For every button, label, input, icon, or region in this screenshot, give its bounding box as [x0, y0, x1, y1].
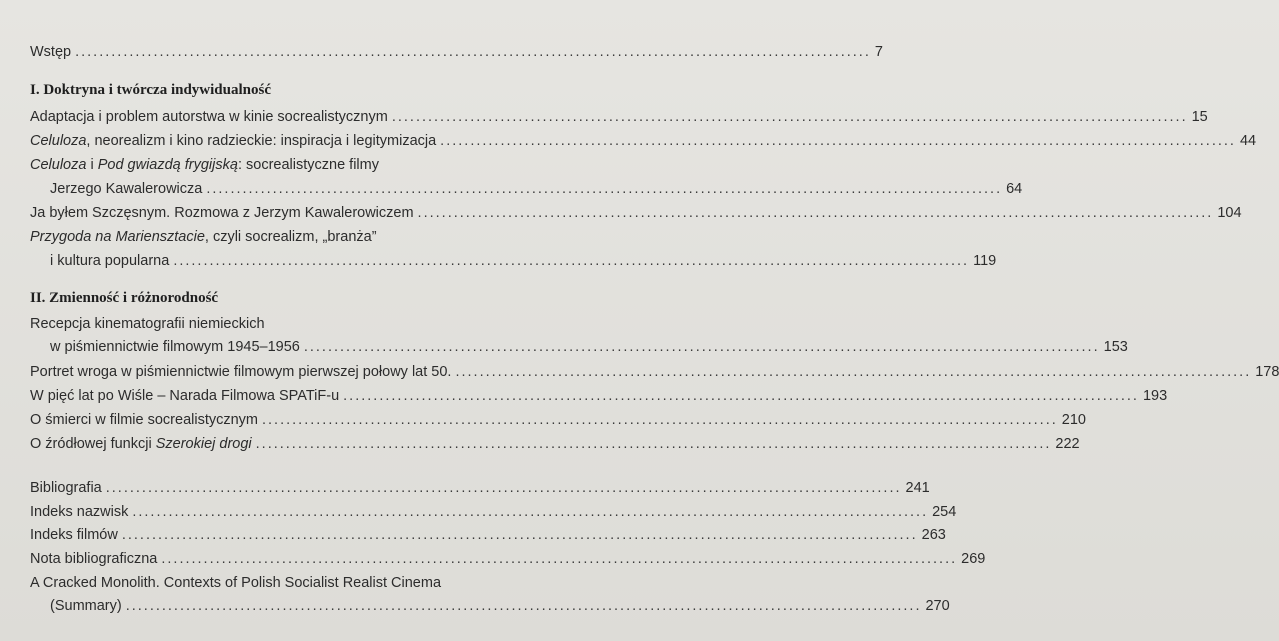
leader-dots: .................................................................................................................................... [440, 133, 1236, 149]
entry-title: Wstęp [30, 44, 72, 60]
entry-title: Bibliografia [30, 480, 102, 496]
entry-title: Adaptacja i problem autorstwa w kinie socrealistycznym [30, 109, 388, 125]
entry-title: Portret wroga w piśmiennictwie filmowym pierwszej połowy lat 50. [30, 364, 452, 380]
leader-dots: .................................................................................................................................... [303, 339, 1100, 355]
leader-dots: .................................................................................................................................... [343, 388, 1139, 404]
entry-title: i kultura popularna [50, 253, 170, 269]
page-number: 254 [932, 504, 957, 520]
page-number: 7 [874, 44, 883, 60]
leader-dots: .................................................................................................................................... [255, 436, 1052, 452]
toc-entry-line-1: Recepcja kinematografii niemieckich [30, 316, 265, 332]
toc-entry-line-2 [50, 181, 1023, 197]
page-number: 270 [925, 598, 950, 614]
leader-dots: .................................................................................................................................... [173, 253, 970, 269]
leader-dots: .................................................................................................................................... [121, 527, 918, 543]
toc-entry-line-1 [30, 229, 377, 245]
page-number: 193 [1142, 388, 1168, 404]
leader-dots: .................................................................................................................................... [206, 181, 1003, 197]
leader-dots: .................................................................................................................................... [161, 551, 958, 567]
page-number: 241 [905, 480, 930, 496]
section-heading-part-2: II. Zmienność i różnorodność [30, 290, 219, 306]
entry-title: Jerzego Kawalerowicza [50, 181, 203, 197]
page-number: 263 [921, 527, 946, 543]
entry-title: (Summary) [50, 598, 122, 614]
entry-title-rest: , neorealizm i kino radzieckie: inspiracja i legitymizacja [86, 133, 437, 149]
toc-entry [30, 412, 1086, 428]
toc-entry [30, 133, 1257, 149]
page-number: 44 [1239, 133, 1257, 149]
leader-dots: .................................................................................................................................... [105, 480, 902, 496]
toc-entry [30, 436, 1080, 452]
entry-title-rest: , czyli socrealizm, „branża” [204, 229, 377, 245]
film-title: Szerokiej drogi [155, 436, 252, 452]
page-number: 153 [1103, 339, 1128, 355]
entry-title: Indeks filmów [30, 527, 118, 543]
toc-entry [30, 551, 986, 567]
film-title: Celuloza [30, 133, 87, 149]
section-heading-part-1: I. Doktryna i twórcza indywidualność [30, 82, 271, 98]
page-number: 178 [1255, 364, 1279, 380]
entry-title: Nota bibliograficzna [30, 551, 158, 567]
page-number: 15 [1191, 109, 1208, 125]
leader-dots: .................................................................................................................................... [391, 109, 1188, 125]
toc-entry [30, 480, 930, 496]
toc-entry [30, 364, 1279, 380]
entry-title: W pięć lat po Wiśle – Narada Filmowa SPATiF-u [30, 388, 340, 404]
leader-dots: .................................................................................................................................... [132, 504, 929, 520]
leader-dots: .................................................................................................................................... [262, 412, 1058, 428]
leader-dots: .................................................................................................................................... [417, 205, 1214, 221]
toc-entry-line-2 [50, 253, 997, 269]
leader-dots: .................................................................................................................................... [455, 364, 1252, 380]
page-number: 222 [1055, 436, 1080, 452]
page-number: 104 [1217, 205, 1242, 221]
entry-title [30, 436, 252, 452]
page-number: 119 [973, 253, 997, 269]
entry-title: Ja byłem Szczęsnym. Rozmowa z Jerzym Kawalerowiczem [30, 205, 414, 221]
toc-entry-line-1: A Cracked Monolith. Contexts of Polish Socialist Realist Cinema [30, 575, 442, 591]
toc-entry-line-1 [30, 157, 379, 173]
film-title: Pod gwiazdą frygijską [97, 157, 238, 173]
toc-entry [30, 388, 1168, 404]
toc-entry-line-2 [50, 598, 950, 614]
entry-title: w piśmiennictwie filmowym 1945–1956 [50, 339, 300, 355]
toc-entry [30, 504, 957, 520]
toc-entry-line-2 [50, 339, 1128, 355]
entry-title [30, 133, 436, 149]
entry-title-joiner: i [86, 157, 98, 173]
entry-title-start: O źródłowej funkcji [30, 436, 156, 452]
toc-entry-wstep [30, 44, 883, 60]
film-title: Celuloza [30, 157, 87, 173]
entry-title: O śmierci w filmie socrealistycznym [30, 412, 258, 428]
leader-dots: .................................................................................................................................... [75, 44, 871, 60]
page-number: 64 [1006, 181, 1023, 197]
film-title: Przygoda na Mariensztacie [30, 229, 205, 245]
entry-title: Indeks nazwisk [30, 504, 129, 520]
entry-title-rest: : socrealistyczne filmy [237, 157, 379, 173]
toc-entry [30, 205, 1242, 221]
toc-entry [30, 109, 1208, 125]
page-number: 210 [1061, 412, 1086, 428]
leader-dots: .................................................................................................................................... [125, 598, 922, 614]
page-number: 269 [961, 551, 986, 567]
toc-entry [30, 527, 946, 543]
